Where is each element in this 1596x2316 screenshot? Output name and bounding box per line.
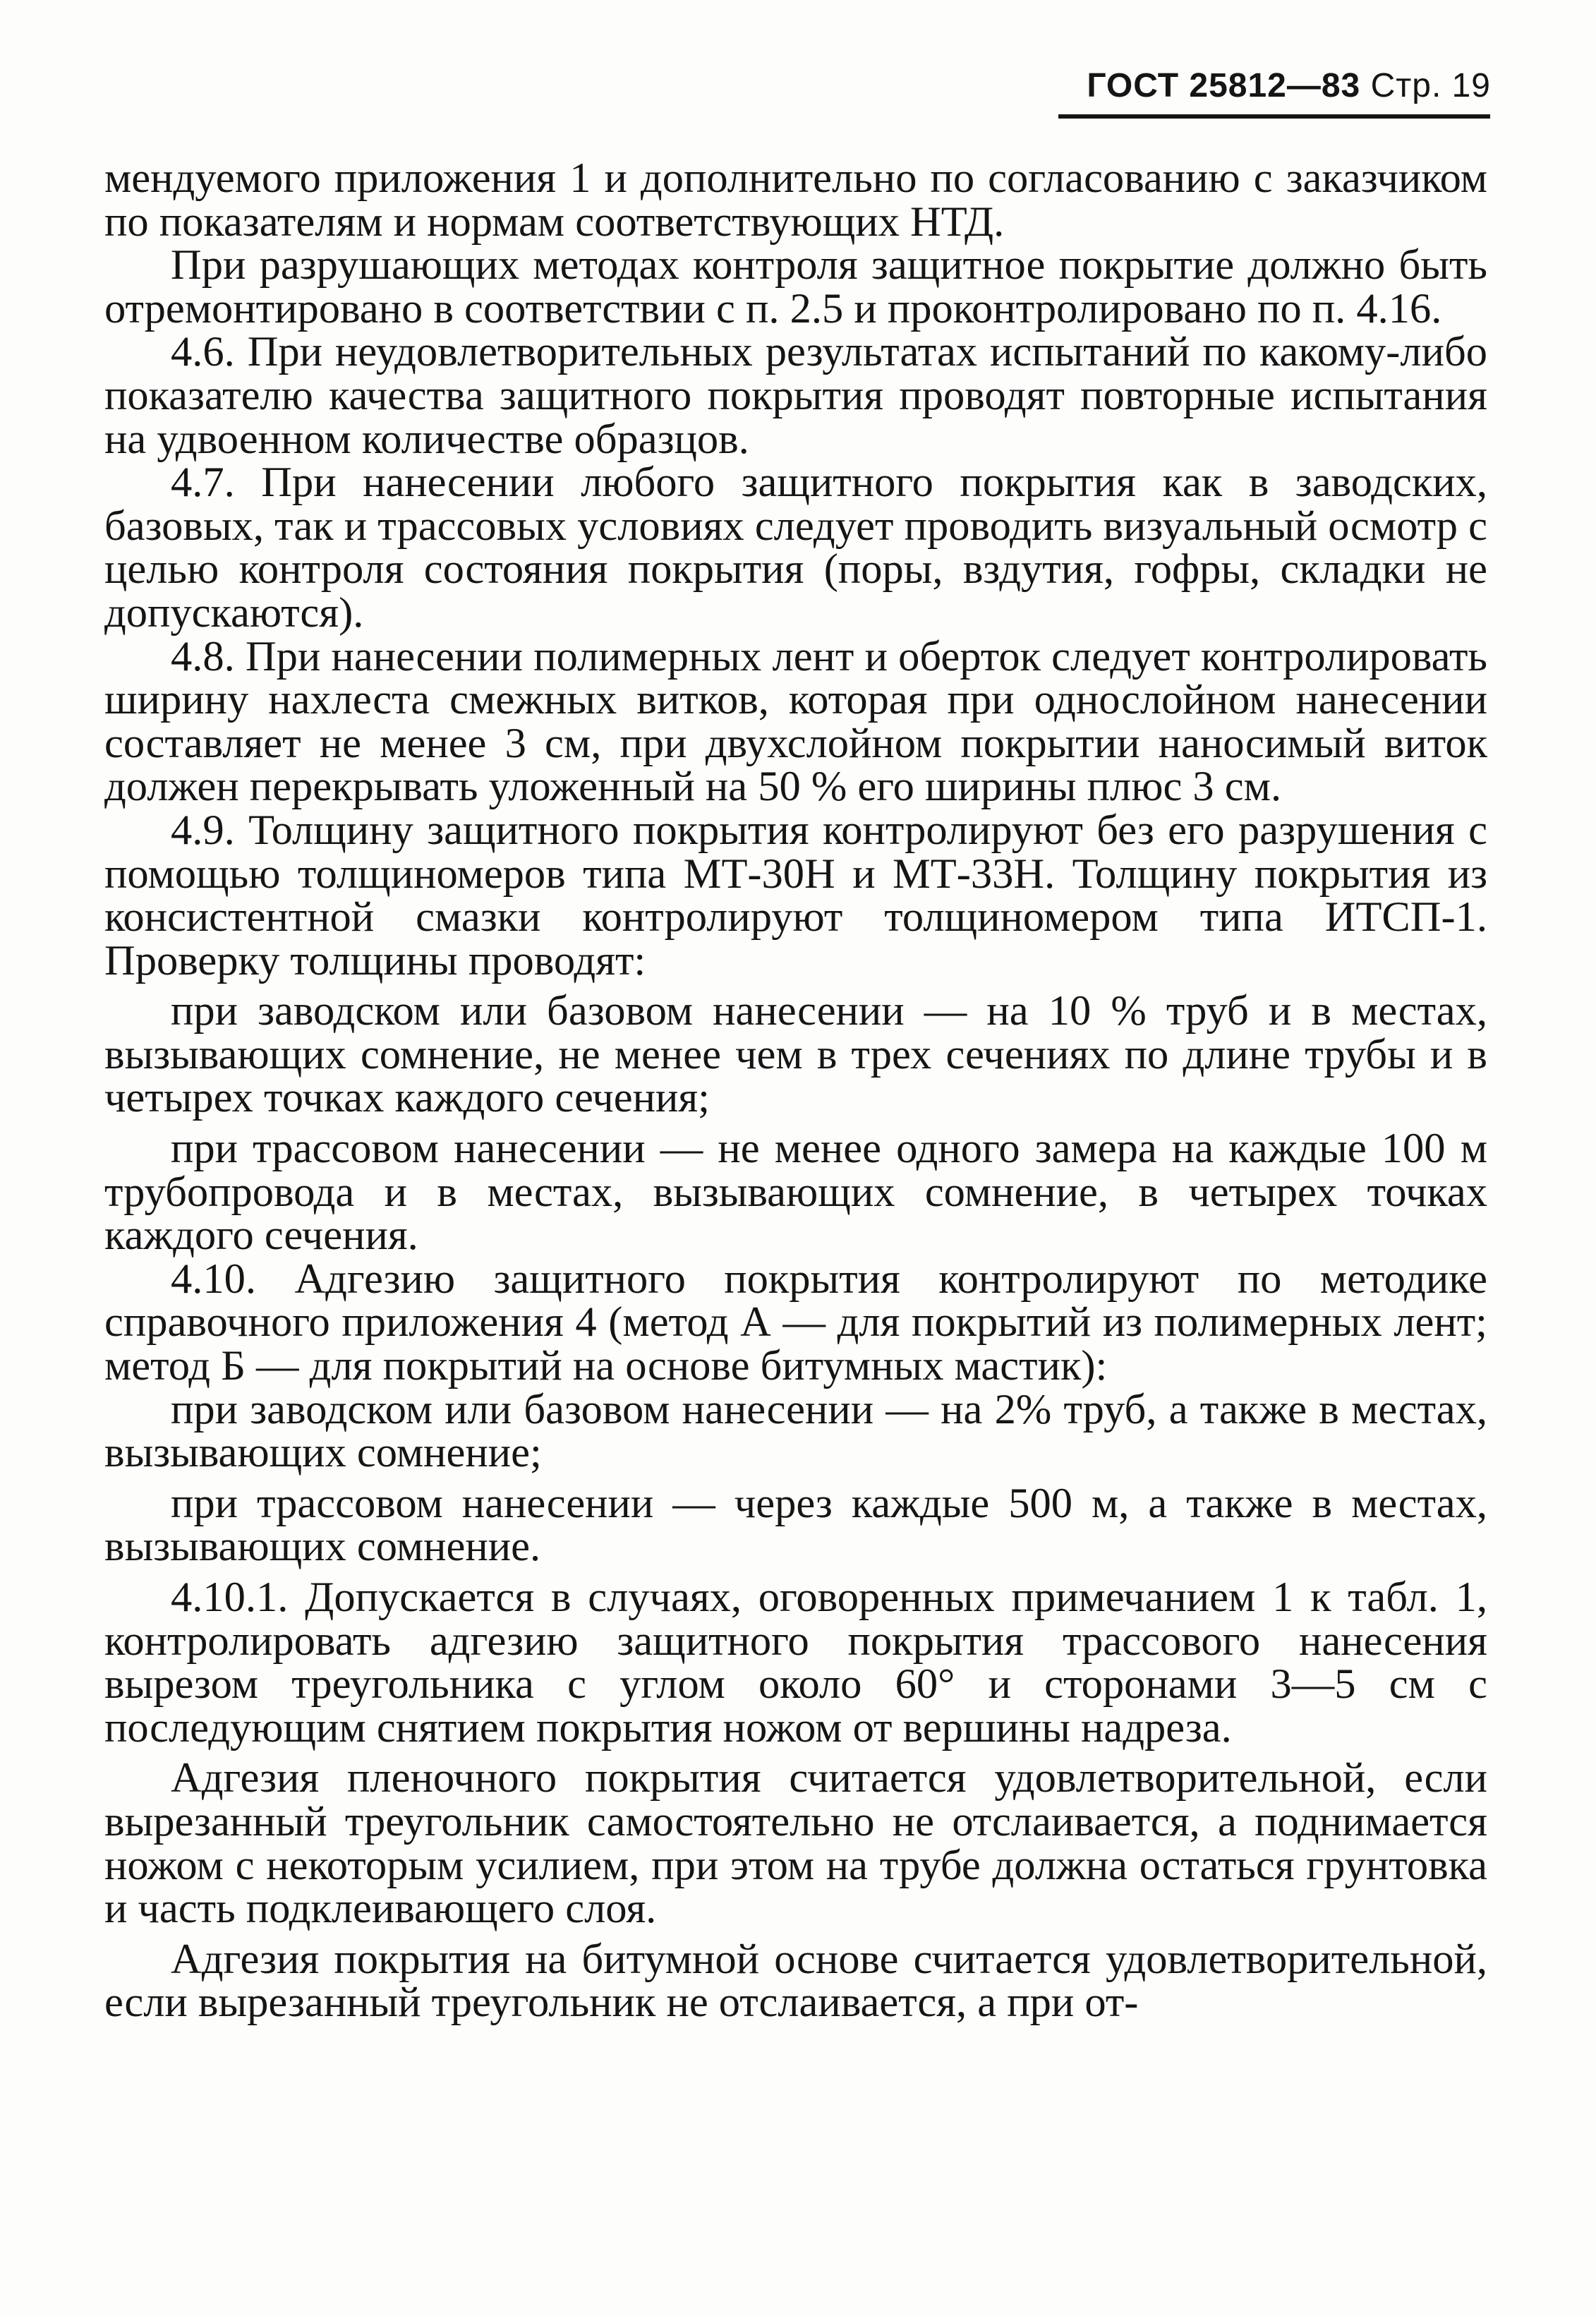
paragraph-4-10: 4.10. Адгезию защитного покрытия контролируют по методике справочного приложения 4 (метод А — для покрытий из полимерных лент; метод Б — для покрытий на основе битумных мастик): xyxy=(104,1255,1487,1390)
paragraph-4-7: 4.7. При нанесении любого защитного покрытия как в заводских, базовых, так и трассовых условиях следует проводить визуальный осмотр с целью контроля состояния покрытия (поры, вздутия, гофры, складки не допускаются). xyxy=(104,459,1487,637)
paragraph-route-adhesion: при трассовом нанесении — через каждые 500 м, а также в местах, вызывающих сомнение. xyxy=(104,1479,1487,1571)
paragraph-bitumen-adhesion: Адгезия покрытия на битумной основе считается удовлетворительной, если вырезанный треугольник не отслаивается, а при от- xyxy=(104,1935,1487,2027)
page-number: Стр. 19 xyxy=(1370,67,1491,104)
paragraph-4-9: 4.9. Толщину защитного покрытия контролируют без его разрушения с помощью толщиномеров типа МТ-30Н и МТ-33Н. Толщину покрытия из консистентной смазки контролируют толщиномером типа ИТСП-1. Проверку толщины проводят: xyxy=(104,806,1487,984)
standard-number: ГОСТ 25812—83 xyxy=(1087,67,1361,104)
paragraph-destructive-methods: При разрушающих методах контроля защитное покрытие должно быть отремонтировано в соответствии с п. 2.5 и проконтролировано по п. 4.16. xyxy=(104,241,1487,332)
paragraph-continuation: мендуемого приложения 1 и дополнительно по согласованию с заказчиком по показателям и нормам соответствующих НТД. xyxy=(104,155,1487,246)
paragraph-4-6: 4.6. При неудовлетворительных результатах испытаний по какому-либо показателю качества защитного покрытия проводят повторные испытания на удвоенном количестве образцов. xyxy=(104,328,1487,463)
paragraph-film-adhesion: Адгезия пленочного покрытия считается удовлетворительной, если вырезанный треугольник самостоятельно не отслаивается, а поднимается ножом с некоторым усилием, при этом на трубе должна остаться грунтовка и часть подклеивающего слоя. xyxy=(104,1754,1487,1933)
paragraph-route-thickness: при трассовом нанесении — не менее одного замера на каждые 100 м трубопровода и в местах, вызывающих сомнение, в четырех точках каждого сечения. xyxy=(104,1125,1487,1260)
paragraph-factory-adhesion: при заводском или базовом нанесении — на 2% труб, а также в местах, вызывающих сомнение; xyxy=(104,1385,1487,1477)
body-text xyxy=(104,157,1487,2025)
header-rule xyxy=(1058,114,1490,119)
paragraph-4-10-1: 4.10.1. Допускается в случаях, оговоренных примечанием 1 к табл. 1, контролировать адгезию защитного покрытия трассового нанесения вырезом треугольника с углом около 60° и сторонами 3—5 см с последующим снятием покрытия ножом от вершины надреза. xyxy=(104,1574,1487,1751)
paragraph-factory-thickness: при заводском или базовом нанесении — на 10 % труб и в местах, вызывающих сомнение, не менее чем в трех сечениях по длине трубы и в четырех точках каждого сечения; xyxy=(104,987,1487,1122)
page-header xyxy=(1062,65,1491,107)
paragraph-4-8: 4.8. При нанесении полимерных лент и оберток следует контролировать ширину нахлеста смежных витков, которая при однослойном нанесении составляет не менее 3 см, при двухслойном покрытии наносимый виток должен перекрывать уложенный на 50 % его ширины плюс 3 см. xyxy=(104,632,1487,811)
